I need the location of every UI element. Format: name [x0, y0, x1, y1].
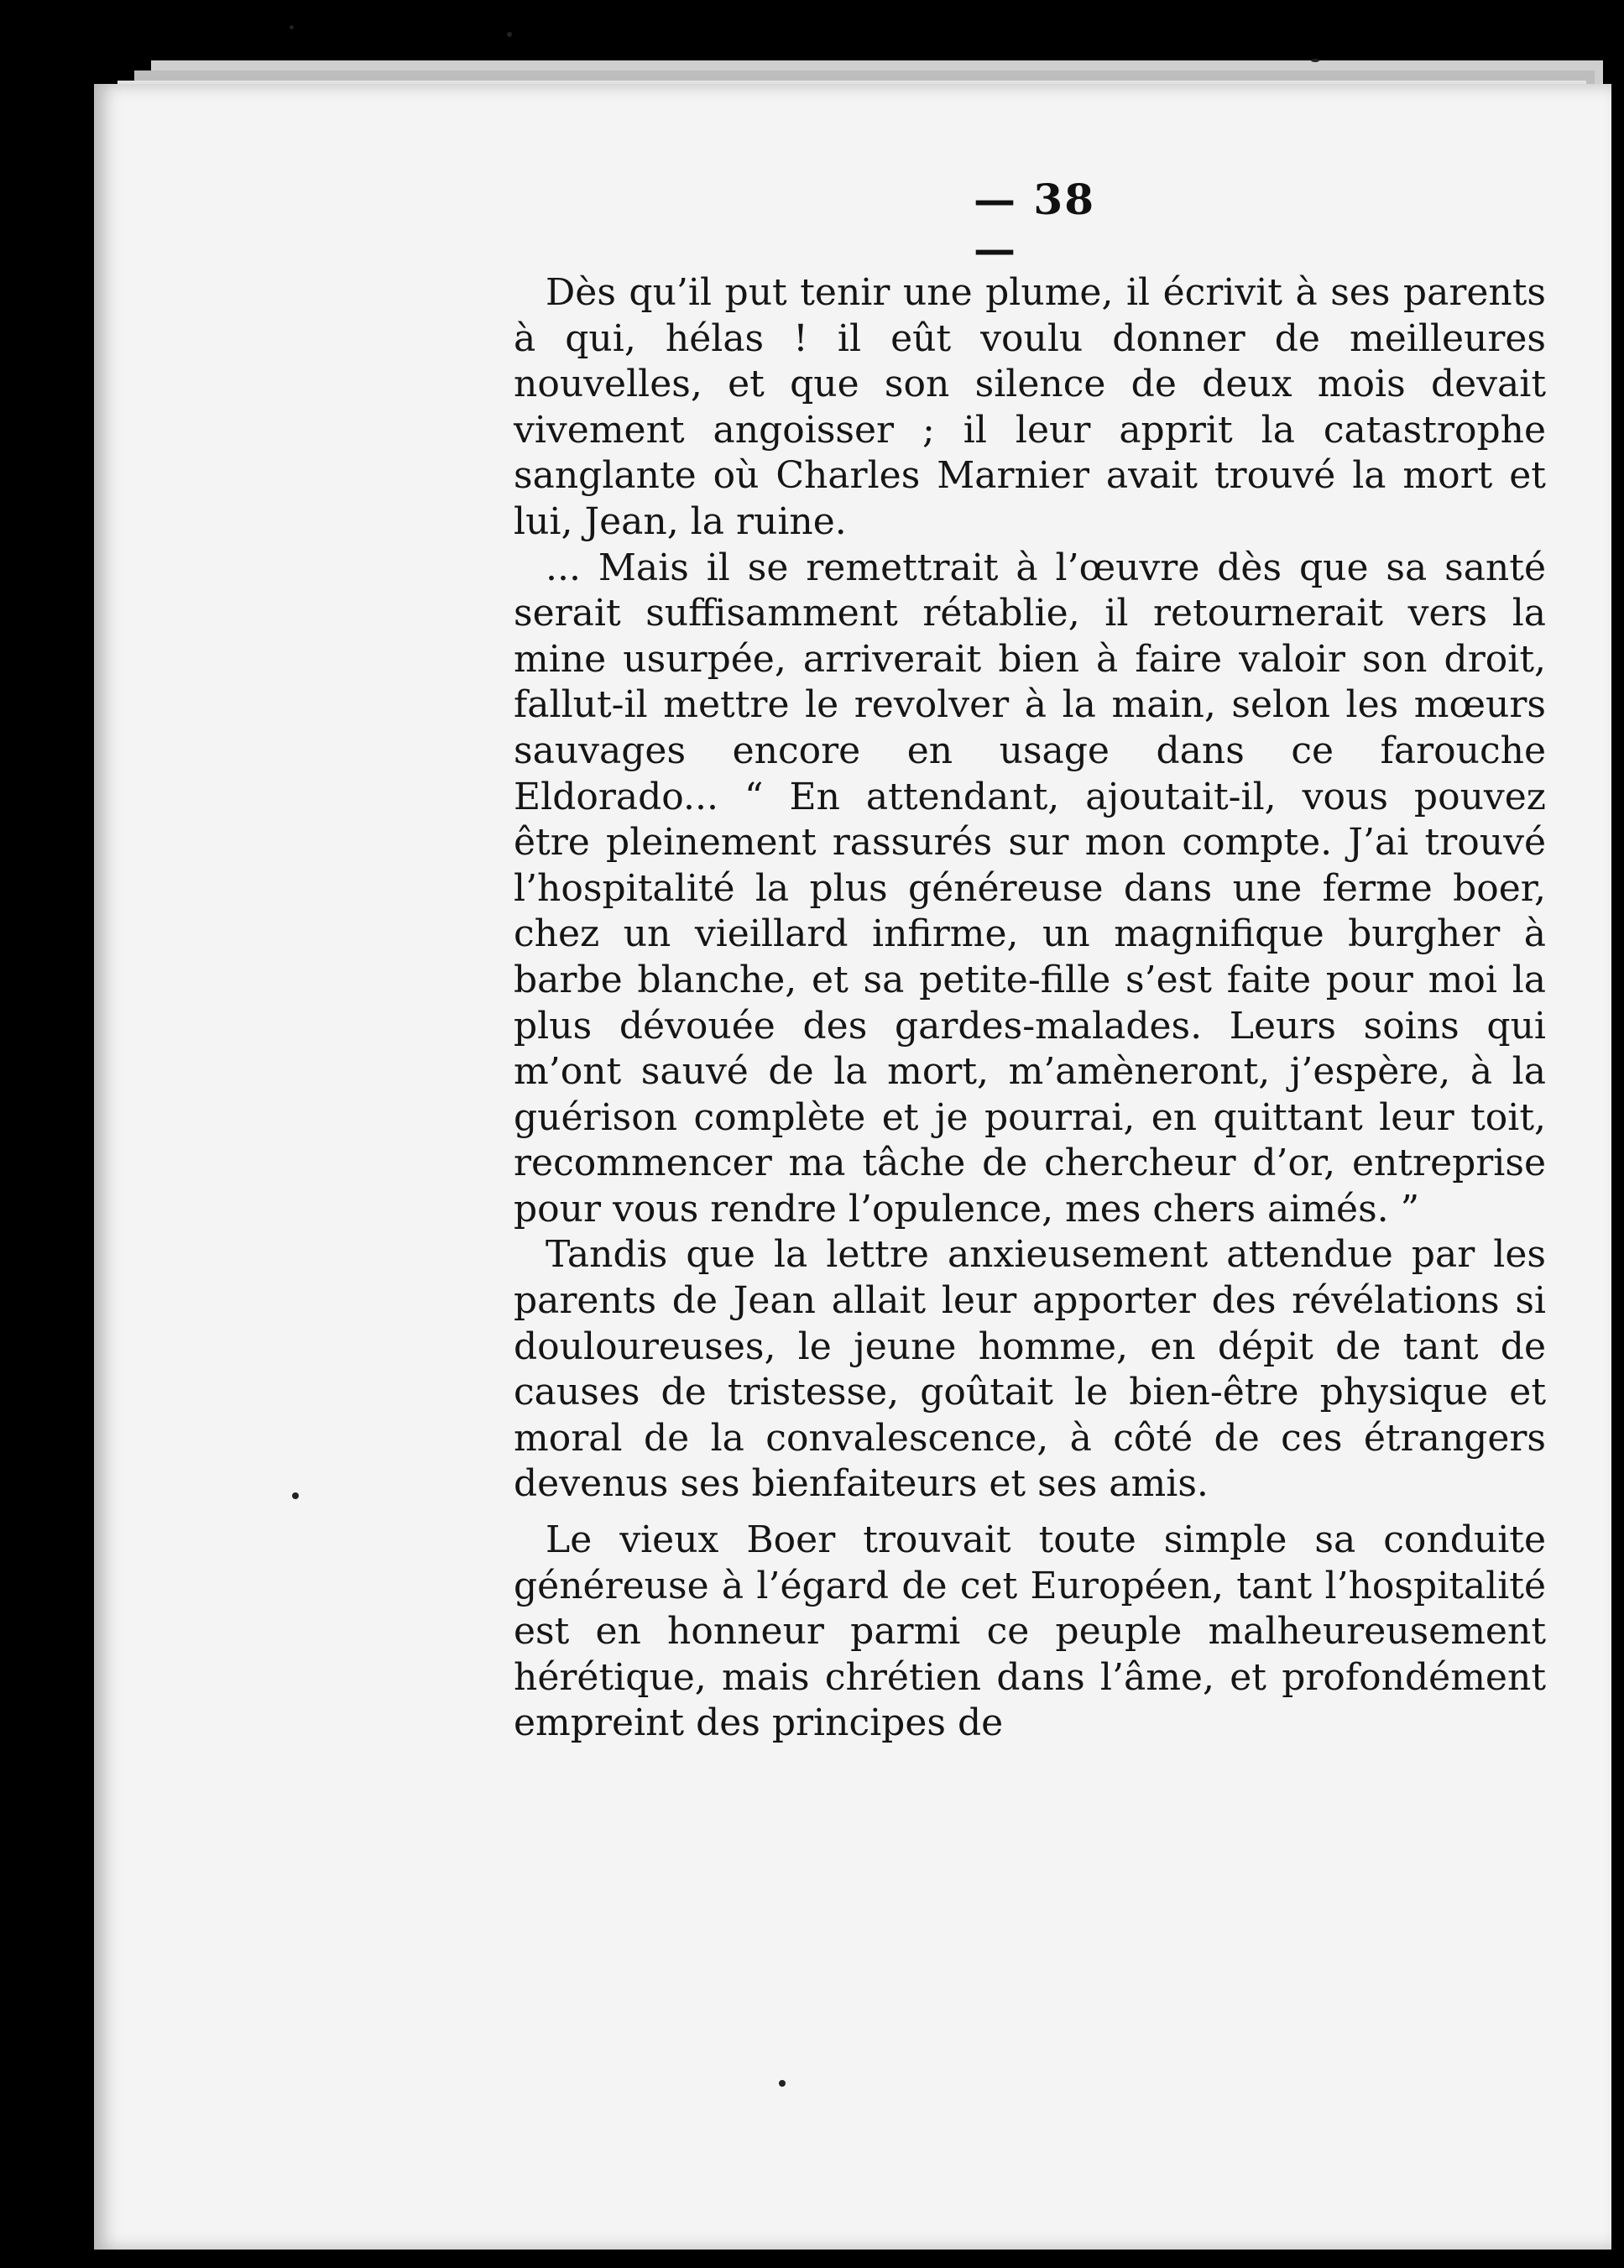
ink-speck [507, 32, 512, 37]
paragraph-3: Tandis que la lettre anxieusement attendue par les parents de Jean allait leur apporter des révélations si douloureuses, le jeune homme, en dépit de tant de causes de tristesse, goûtait le bien-être physique et moral de la convalescence, à côté de ces étrangers devenus ses bienfaiteurs et ses amis. [514, 1233, 1546, 1506]
page-number: — 38 — [974, 175, 1095, 274]
ink-speck [1311, 59, 1319, 62]
ink-speck [779, 2080, 786, 2087]
paragraph-4: Le vieux Boer trouvait toute simple sa conduite généreuse à l’égard de cet Européen, tant l’hospitalité est en honneur parmi ce peuple malheureusement hérétique, mais chrétien dans l’âme, et profondément empreint des principes de [514, 1518, 1546, 1745]
body-text [514, 270, 1546, 1747]
ink-speck [292, 1492, 299, 1499]
paragraph-2: ... Mais il se remettrait à l’œuvre dès que sa santé serait suffisamment rétablie, il retournerait vers la mine usurpée, arriverait bien à faire valoir son droit, fallut-il mettre le revolver à la main, selon les mœurs sauvages encore en usage dans ce farouche Eldorado... “ En attendant, ajoutait-il, vous pouvez être pleinement rassurés sur mon compte. J’ai trouvé l’hospitalité la plus généreuse dans une ferme boer, chez un vieillard infirme, un magnifique burgher à barbe blanche, et sa petite-fille s’est faite pour moi la plus dévouée des gardes-malades. Leurs soins qui m’ont sauvé de la mort, m’amèneront, j’espère, à la guérison complète et je pourrai, en quittant leur toit, recommencer ma tâche de chercheur d’or, entreprise pour vous rendre l’opulence, mes chers aimés. ” [514, 546, 1546, 1231]
paragraph-1: Dès qu’il put tenir une plume, il écrivit à ses parents à qui, hélas ! il eût voulu donner de meilleures nouvelles, et que son silence de deux mois devait vivement angoisser ; il leur apprit la catastrophe sanglante où Charles Marnier avait trouvé la mort et lui, Jean, la ruine. [514, 271, 1546, 543]
ink-speck [290, 25, 294, 29]
